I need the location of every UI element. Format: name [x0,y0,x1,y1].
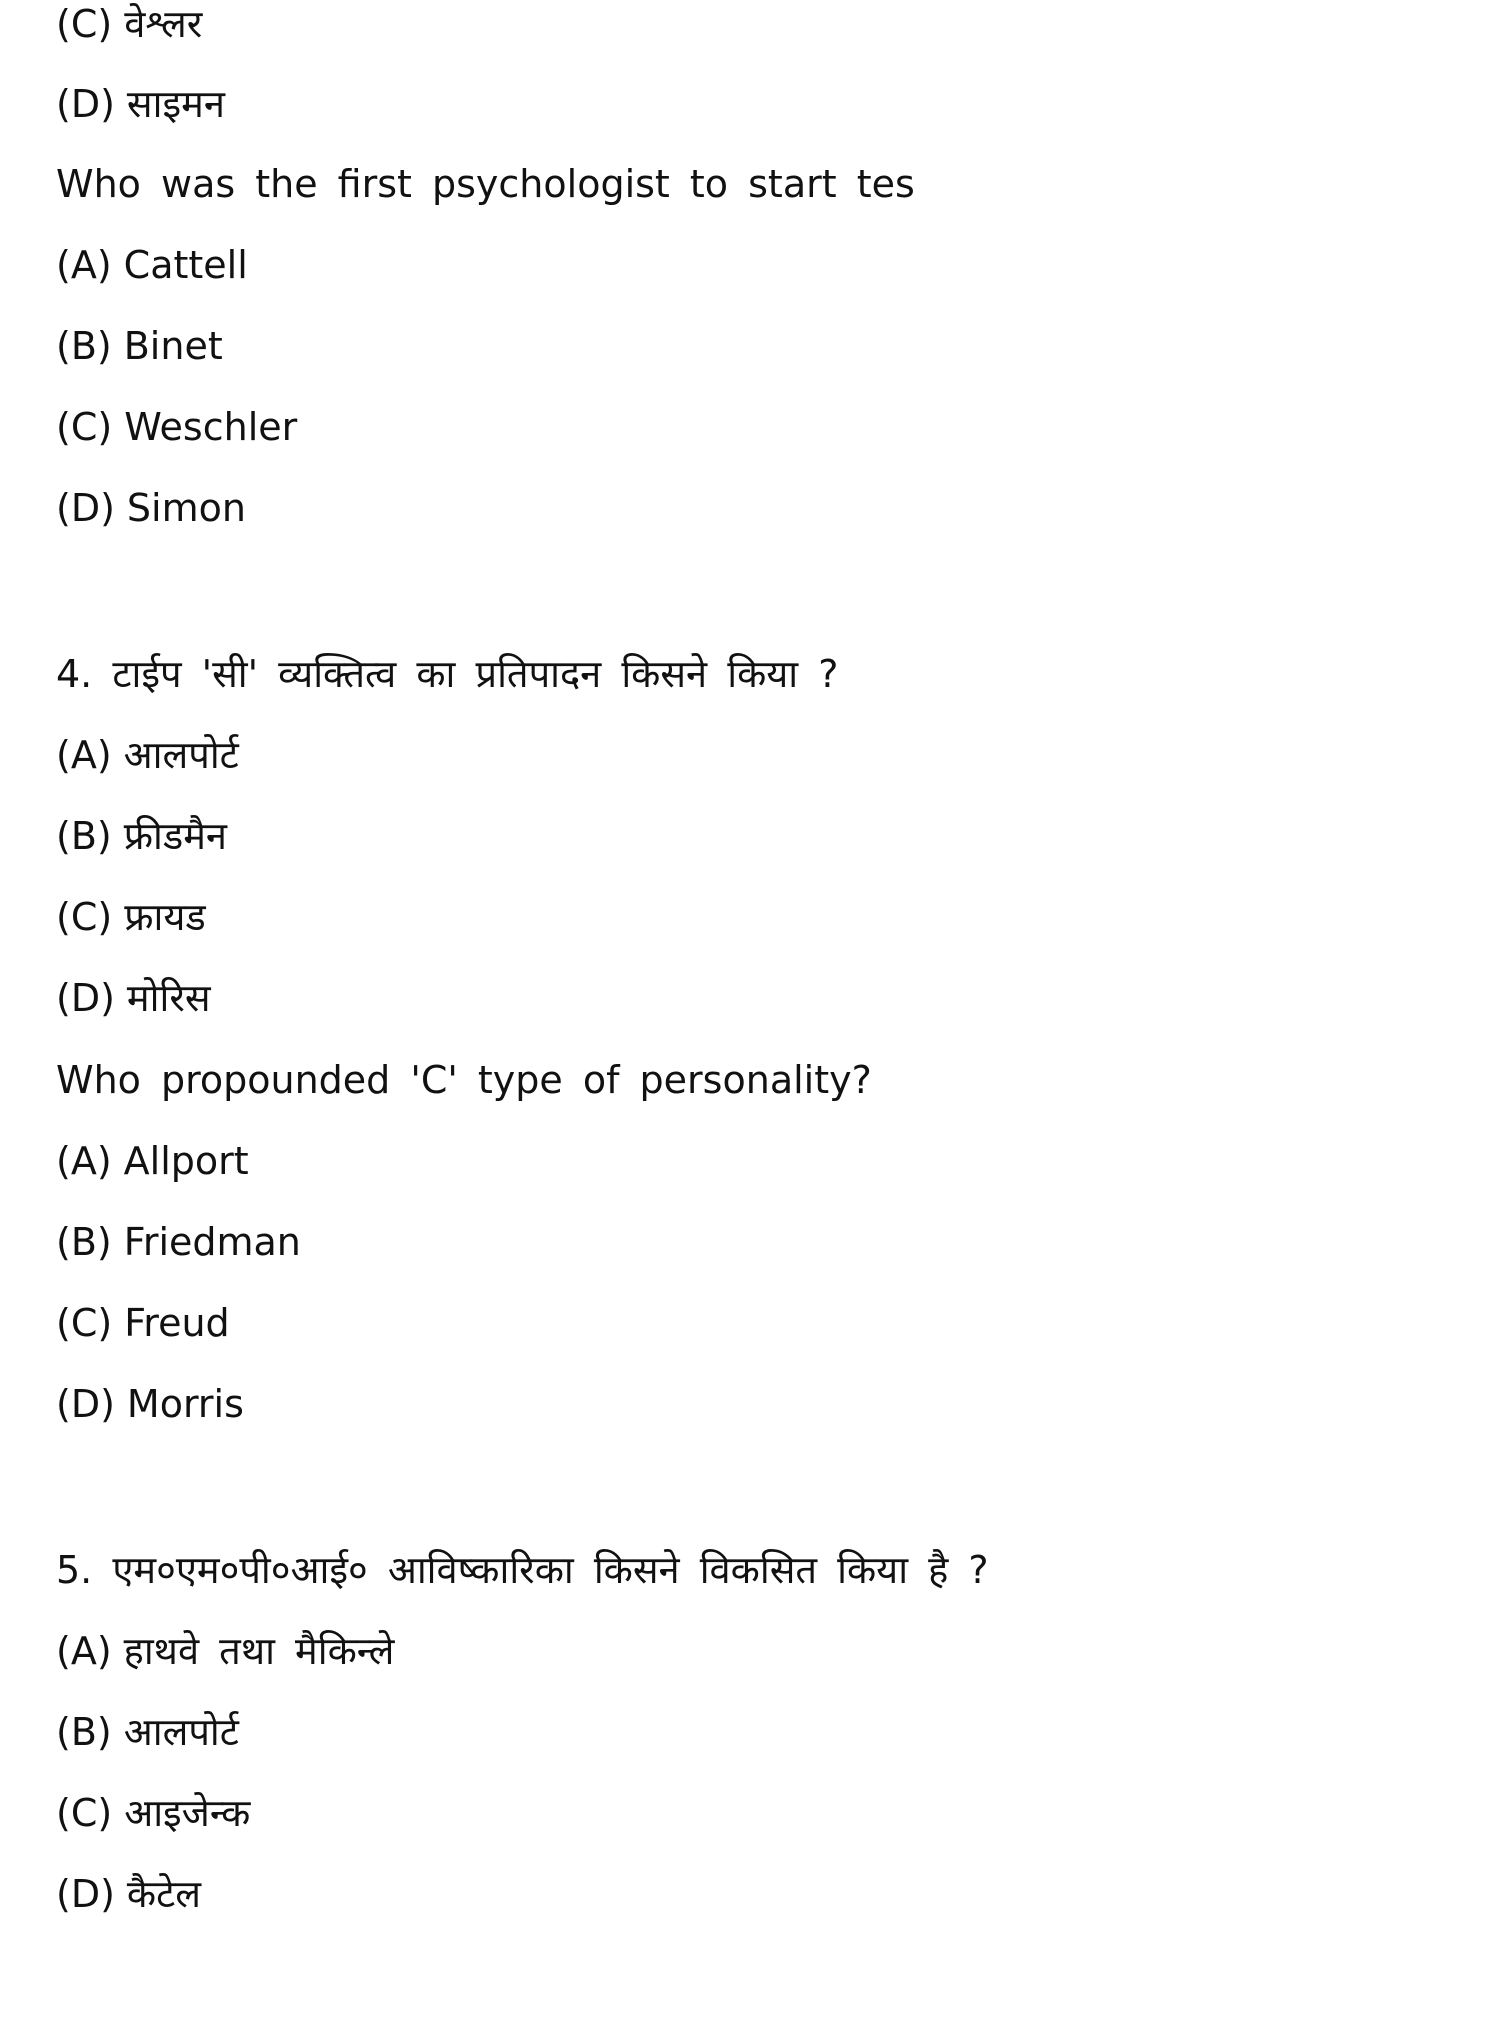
q4-option-c-hi [56,893,206,941]
option-text: फ्रायड [124,895,206,939]
option-text: Simon [126,486,246,530]
option-text: आइजेन्क [124,1791,251,1835]
option-text: Binet [123,324,223,368]
option-label: (B) [56,1710,112,1754]
q4-option-c-en [56,1299,230,1347]
option-label: (A) [56,733,112,777]
q4-option-d-en [56,1380,244,1428]
q4-option-b-hi [56,812,227,860]
option-label: (D) [56,1872,115,1916]
q4-question-hi: 4. टाईप 'सी' व्यक्तित्व का प्रतिपादन किसने किया ? [56,652,839,696]
q3-option-a-en [56,241,248,289]
option-label: (C) [56,1301,113,1345]
q5-question-hi: 5. एम०एम०पी०आई० आविष्कारिका किसने विकसित किया है ? [56,1548,989,1592]
option-text: साइमन [126,82,225,126]
option-text: Friedman [123,1220,301,1264]
q3-option-c-hi [56,0,202,48]
option-label: (D) [56,1382,115,1426]
option-text: Allport [123,1139,249,1183]
q4-question-en: Who propounded 'C' type of personality? [56,1058,872,1102]
option-label: (D) [56,82,115,126]
option-text: फ्रीडमैन [123,814,228,858]
option-label: (B) [56,814,112,858]
option-label: (D) [56,976,115,1020]
q3-option-d-en [56,484,246,532]
option-label: (C) [56,2,113,46]
option-text: हाथवे तथा मैकिन्ले [123,1629,395,1673]
q5-option-c-hi [56,1789,250,1837]
q4-option-b-en [56,1218,301,1266]
q5-option-d-hi [56,1870,201,1918]
option-text: वेश्लर [124,2,203,46]
option-text: मोरिस [126,976,211,1020]
option-text: Weschler [124,405,298,449]
option-text: Cattell [123,243,248,287]
option-label: (A) [56,243,112,287]
q4-option-a-hi [56,731,239,779]
q3-option-d-hi [56,80,225,128]
q5-option-a-hi [56,1627,394,1675]
option-label: (B) [56,1220,112,1264]
option-text: आलपोर्ट [123,733,239,777]
option-text: कैटेल [126,1872,202,1916]
q3-option-c-en [56,403,297,451]
option-text: Freud [124,1301,230,1345]
option-label: (C) [56,895,113,939]
option-label: (C) [56,1791,113,1835]
option-label: (C) [56,405,113,449]
option-text: Morris [126,1382,244,1426]
q4-option-d-hi [56,974,211,1022]
option-label: (A) [56,1629,112,1673]
q5-option-b-hi [56,1708,239,1756]
q4-option-a-en [56,1137,249,1185]
option-text: आलपोर्ट [123,1710,239,1754]
q3-option-b-en [56,322,223,370]
option-label: (B) [56,324,112,368]
option-label: (D) [56,486,115,530]
option-label: (A) [56,1139,112,1183]
q3-question-en: Who was the first psychologist to start tes [56,162,915,206]
